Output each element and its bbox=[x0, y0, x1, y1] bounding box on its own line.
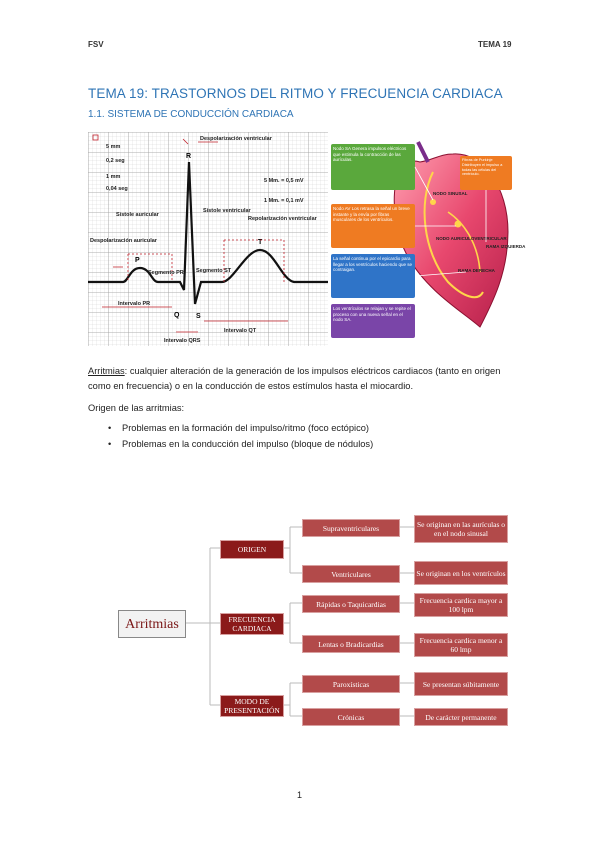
lbl-sa: NODO SINUSAL bbox=[433, 191, 468, 196]
item-paroxisticas: Paroxísticas bbox=[302, 675, 400, 693]
card-orange: Nodo AV Los retrasa la señal un breve instante y la envía por fibras musculares de los ventrículos. bbox=[333, 206, 410, 223]
wave-t: T bbox=[258, 239, 263, 246]
card-right: Fibras de Purkinje Distribuyen el impulso a todas las células del ventrículo. bbox=[462, 158, 503, 177]
item-cronicas: Crónicas bbox=[302, 708, 400, 726]
item-supraventriculares: Supraventriculares bbox=[302, 519, 400, 537]
wave-p: P bbox=[135, 257, 140, 264]
category-modo: MODO DE PRESENTACIÓN bbox=[220, 695, 284, 717]
item-ventriculares: Ventriculares bbox=[302, 565, 400, 583]
desc-bradicardias: Frecuencia cardica menor a 60 lmp bbox=[414, 633, 508, 657]
item-taquicardias: Rápidas o Taquicardias bbox=[302, 595, 400, 613]
lbl-repol: Repolarización ventricular bbox=[248, 216, 317, 222]
lbl-1mn: 1 Mm. = 0,1 mV bbox=[264, 198, 304, 204]
wave-s: S bbox=[196, 313, 201, 320]
page-number: 1 bbox=[296, 790, 302, 800]
card-purple: Los ventrículos se relajan y se repite el proceso con una nueva señal en el nodo SA. bbox=[333, 306, 411, 323]
wave-r: R bbox=[186, 153, 192, 160]
desc-cronicas: De carácter permanente bbox=[414, 708, 508, 726]
lbl-dep-v: Despolarización ventricular bbox=[200, 136, 272, 142]
lbl-seg-st: Segmento ST bbox=[196, 268, 232, 274]
card-blue: La señal continua por el epicardio para llegar a los ventrículos haciendo que se contraigan. bbox=[333, 256, 413, 273]
lbl-hr: RAMA DERECHA bbox=[458, 268, 495, 273]
wave-q: Q bbox=[174, 312, 180, 319]
lbl-1mm: 1 mm bbox=[106, 174, 121, 180]
lbl-av: NODO AURICULOVENTRICULAR bbox=[436, 236, 507, 241]
desc-supraventriculares: Se originan en las aurículas o en el nodo sinusal bbox=[414, 515, 508, 543]
header-left: FSV bbox=[88, 40, 104, 49]
lbl-004seg: 0,04 seg bbox=[106, 186, 128, 192]
card-green: Nodo SA Genera impulsos eléctricos que estimula la contracción de las aurículas. bbox=[333, 146, 407, 163]
list-item: • Problemas en la conducción del impulso (bloque de nódulos) bbox=[108, 436, 373, 452]
mindmap-root: Arritmias bbox=[118, 610, 186, 638]
category-frecuencia: FRECUENCIA CARDIACA bbox=[220, 613, 284, 635]
lbl-dep-a: Despolarización auricular bbox=[90, 238, 157, 244]
list-item: • Problemas en la formación del impulso/ritmo (foco ectópico) bbox=[108, 420, 373, 436]
lbl-sist-aur: Sístole auricular bbox=[116, 212, 159, 218]
item-bradicardias: Lentas o Bradicardias bbox=[302, 635, 400, 653]
category-origen: ORIGEN bbox=[220, 540, 284, 559]
definition-term: Arritmias bbox=[88, 366, 125, 376]
origin-list bbox=[108, 420, 373, 452]
desc-ventriculares: Se originan en los ventrículos bbox=[414, 561, 508, 585]
definition-paragraph bbox=[88, 364, 513, 394]
section-subtitle: 1.1. SISTEMA DE CONDUCCIÓN CARDIACA bbox=[88, 109, 294, 120]
desc-paroxisticas: Se presentan súbitamente bbox=[414, 672, 508, 696]
page-title: TEMA 19: TRASTORNOS DEL RITMO Y FRECUENCIA CARDIACA bbox=[88, 86, 503, 101]
figure-svg bbox=[88, 132, 526, 346]
lbl-hl: RAMA IZQUIERDA bbox=[486, 244, 526, 249]
lbl-5mn: 5 Mm. = 0,5 mV bbox=[264, 178, 304, 184]
lbl-02seg: 0,2 seg bbox=[106, 158, 125, 164]
lbl-5mm: 5 mm bbox=[106, 144, 121, 150]
lbl-int-qrs: Intervalo QRS bbox=[164, 338, 201, 344]
lbl-int-pr: Intervalo PR bbox=[118, 301, 151, 307]
lbl-seg-pr: Segmento PR bbox=[148, 270, 184, 276]
origin-heading: Origen de las arritmias: bbox=[88, 403, 185, 413]
definition-text: : cualquier alteración de la generación de los impulsos eléctricos cardiacos (tanto en origen como en frecuencia) o en la conducción de estos estímulos hasta el miocardio. bbox=[88, 366, 501, 391]
arrhythmia-mindmap bbox=[110, 515, 510, 735]
desc-taquicardias: Frecuencia cardica mayor a 100 lpm bbox=[414, 593, 508, 617]
lbl-sist-v: Sístole ventricular bbox=[203, 208, 251, 214]
ecg-heart-figure bbox=[88, 132, 526, 346]
header-right: TEMA 19 bbox=[478, 40, 512, 49]
lbl-int-qt: Intervalo QT bbox=[224, 328, 257, 334]
